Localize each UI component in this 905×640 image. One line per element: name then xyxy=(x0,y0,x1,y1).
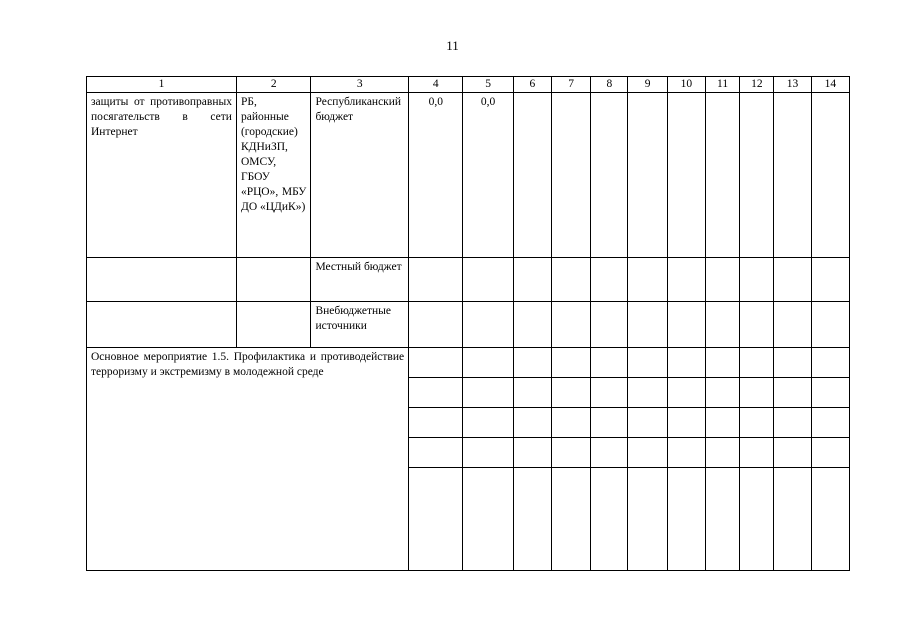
header-cell-4: 4 xyxy=(409,77,463,93)
table-row xyxy=(87,258,850,302)
header-cell-10: 10 xyxy=(667,77,705,93)
executors-cell: РБ, районные (городские) КДНиЗП, ОМСУ, ГБОУ «РЦО», МБУ ДО «ЦДиК») xyxy=(236,93,310,258)
table-row xyxy=(87,93,850,258)
header-cell-2: 2 xyxy=(236,77,310,93)
main-activity-title: Основное мероприятие 1.5. Профилактика и противодействие терроризму и экстремизму в молодежной среде xyxy=(87,348,409,571)
table-row xyxy=(87,348,850,378)
header-cell-3: 3 xyxy=(311,77,409,93)
header-cell-14: 14 xyxy=(811,77,849,93)
value-col5: 0,0 xyxy=(463,93,513,258)
header-cell-13: 13 xyxy=(774,77,811,93)
header-cell-1: 1 xyxy=(87,77,237,93)
header-cell-9: 9 xyxy=(628,77,667,93)
header-cell-12: 12 xyxy=(740,77,774,93)
header-cell-8: 8 xyxy=(591,77,628,93)
value-col4: 0,0 xyxy=(409,93,463,258)
page-number: 11 xyxy=(446,38,459,53)
activity-description: защиты от противоправных посягательств в сети Интернет xyxy=(87,93,237,258)
header-cell-5: 5 xyxy=(463,77,513,93)
header-cell-7: 7 xyxy=(552,77,591,93)
budget-table xyxy=(86,76,850,571)
header-cell-11: 11 xyxy=(705,77,739,93)
table-row xyxy=(87,302,850,348)
funding-source: Местный бюджет xyxy=(311,258,409,302)
header-cell-6: 6 xyxy=(513,77,551,93)
funding-source: Республиканский бюджет xyxy=(311,93,409,258)
header-row xyxy=(87,77,850,93)
funding-source: Внебюджетные источники xyxy=(311,302,409,348)
